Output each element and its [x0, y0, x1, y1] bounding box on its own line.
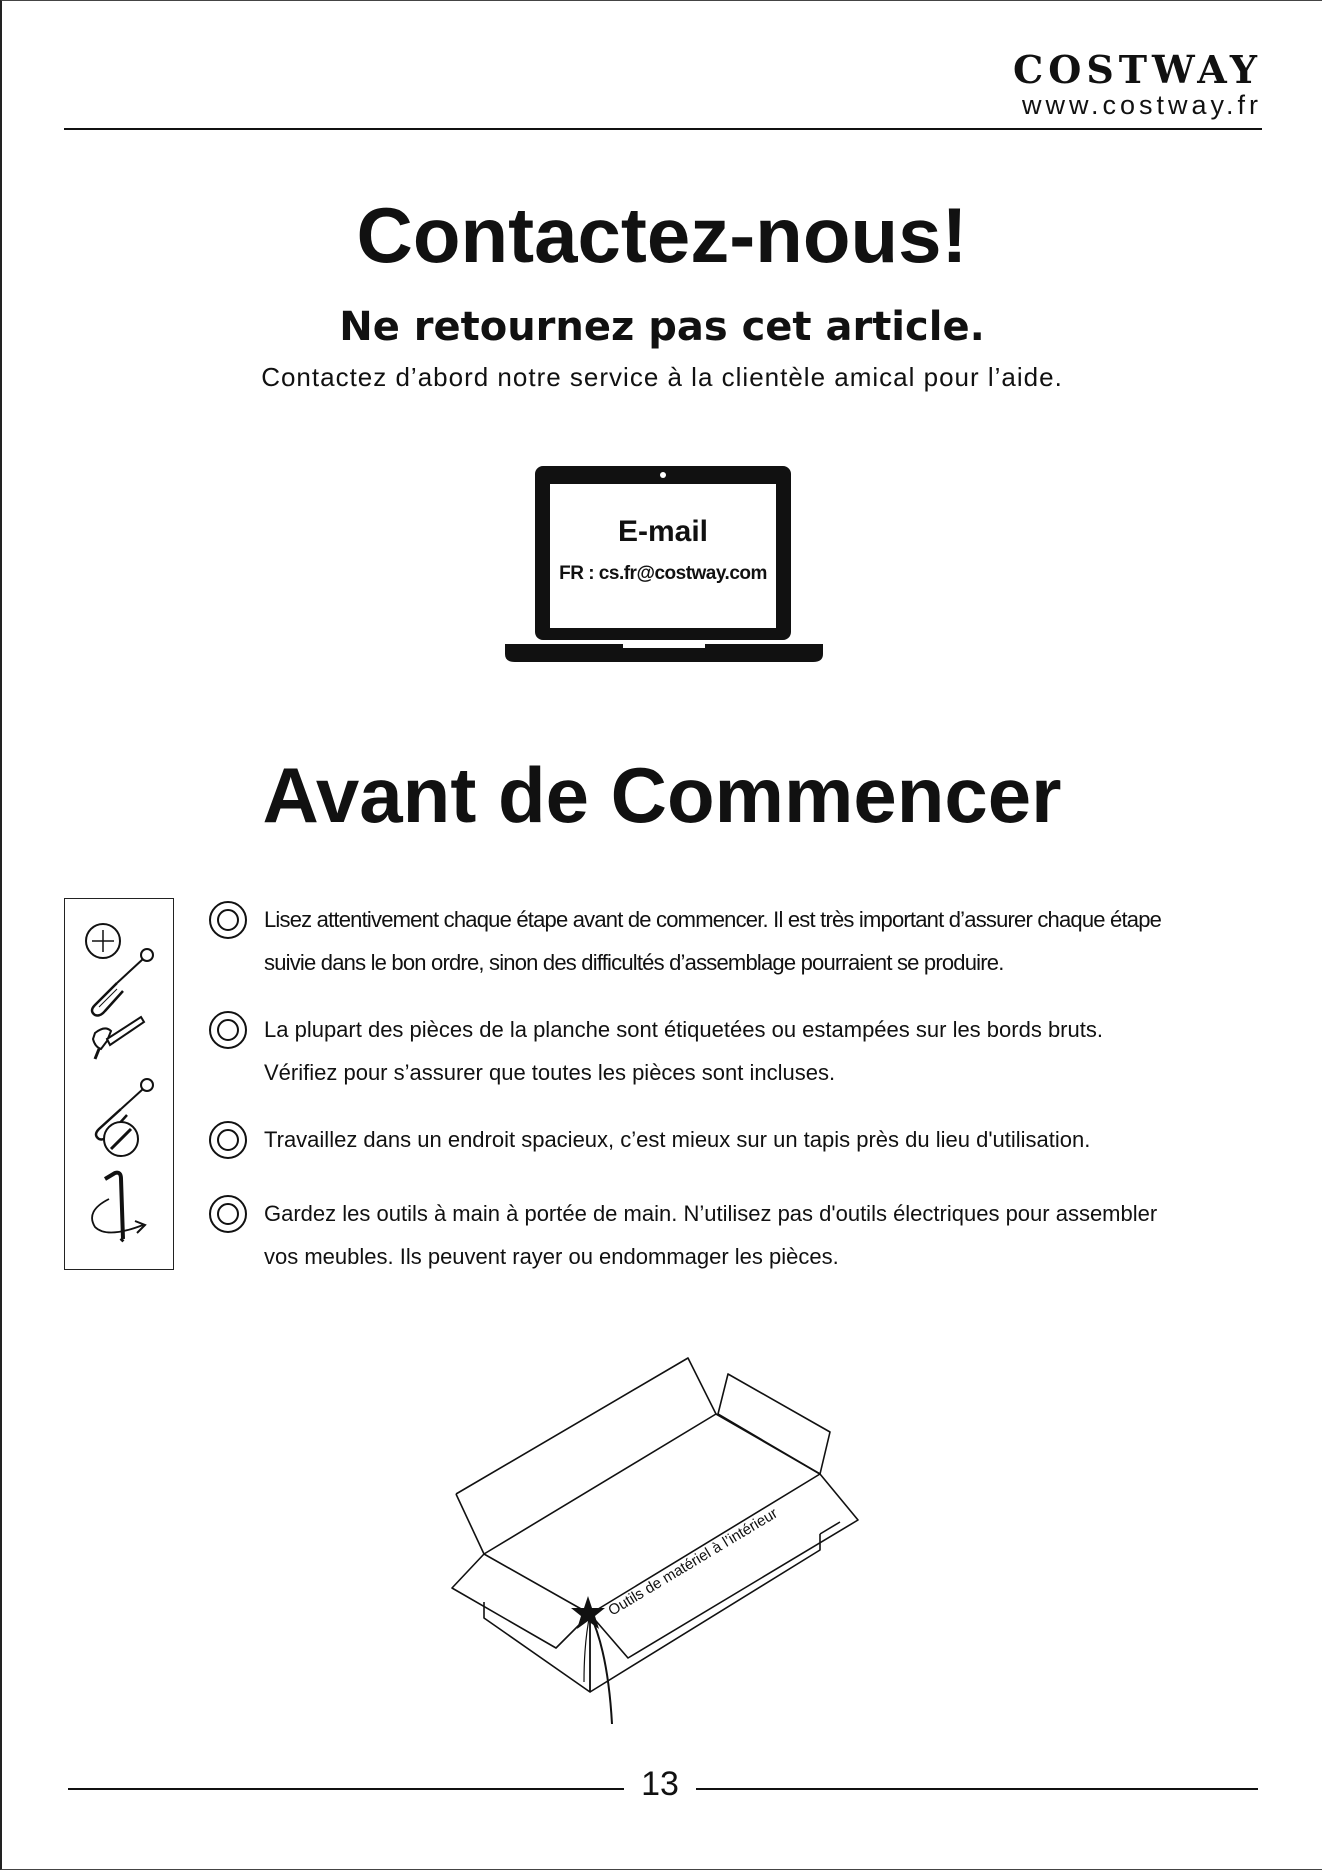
footer-divider-right: [696, 1788, 1258, 1790]
hammer-icon: [93, 1017, 144, 1059]
open-box-illustration: [448, 1352, 868, 1732]
email-label: E-mail: [617, 515, 709, 548]
instruction-text: [264, 1192, 1268, 1278]
screwdriver-flathead-icon: [96, 1079, 153, 1156]
bullet-ring-icon: [208, 1120, 248, 1160]
header-divider: [64, 128, 1262, 130]
brand-url: www.costway.fr: [1021, 90, 1262, 120]
page-number: 13: [641, 1765, 679, 1803]
instruction-line: Vérifiez pour s’assurer que toutes les pièces sont incluses.: [264, 1060, 836, 1085]
email-address: FR : cs.fr@costway.com: [559, 563, 767, 584]
instruction-line: Lisez attentivement chaque étape avant de commencer. Il est très important d’assurer chaque étape: [264, 907, 1162, 932]
footer-divider-left: [68, 1788, 624, 1790]
instruction-line: vos meubles. Ils peuvent rayer ou endommager les pièces.: [264, 1244, 839, 1269]
no-return-warning: Ne retournez pas cet article.: [339, 304, 985, 350]
bullet-ring-icon: [208, 1194, 248, 1234]
instruction-line: Gardez les outils à main à portée de main. N’utilisez pas d'outils électriques pour assembler: [264, 1201, 1158, 1226]
box-label: Outils de matériel à l’intérieur: [605, 1504, 781, 1620]
instruction-text: [264, 898, 1268, 984]
bullet-ring-icon: [208, 900, 248, 940]
contact-title: Contactez-nous!: [356, 191, 968, 279]
hex-key-icon: [92, 1173, 145, 1241]
instruction-line: suivie dans le bon ordre, sinon des difficultés d’assemblage pourraient se produire.: [264, 950, 1004, 975]
before-title: Avant de Commencer: [262, 751, 1062, 839]
instruction-line: Travaillez dans un endroit spacieux, c’est mieux sur un tapis près du lieu d'utilisation.: [264, 1127, 1091, 1152]
contact-subtitle: Contactez d’abord notre service à la clientèle amical pour l’aide.: [261, 362, 1063, 392]
instruction-text: [264, 1008, 1268, 1094]
tools-panel: [64, 898, 174, 1270]
instruction-text: [264, 1118, 1268, 1161]
brand-name: COSTWAY: [1012, 47, 1262, 92]
bullet-ring-icon: [208, 1010, 248, 1050]
instruction-line: La plupart des pièces de la planche sont étiquetées ou estampées sur les bords bruts.: [264, 1017, 1103, 1042]
screwdriver-phillips-icon: [86, 924, 153, 1016]
brand-logo: [1012, 47, 1262, 120]
